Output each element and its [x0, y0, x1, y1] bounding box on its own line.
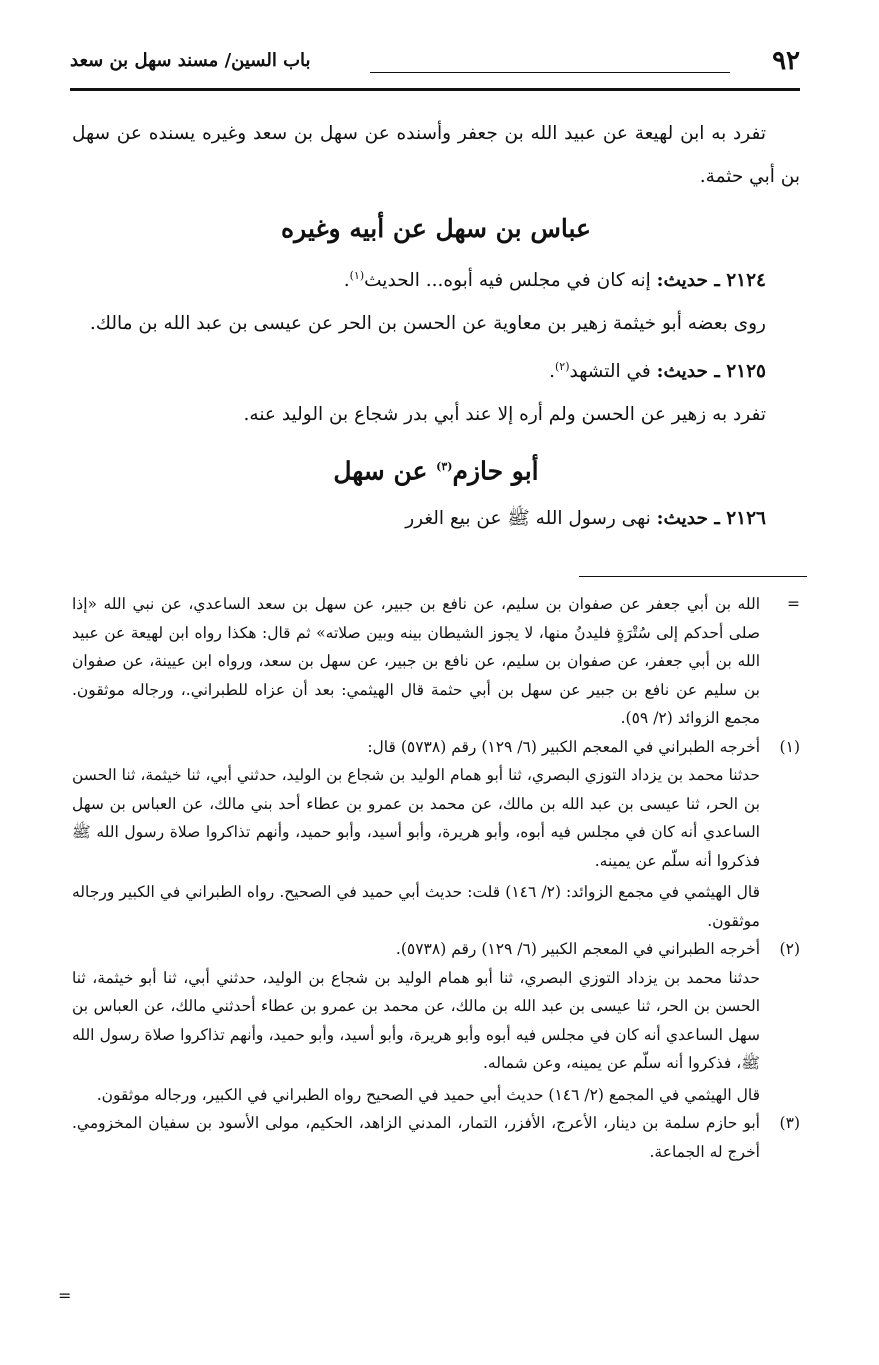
- footnote-mark: (١): [779, 737, 800, 756]
- footnote-2: [72, 935, 800, 1109]
- hadith-text: في التشهد: [569, 361, 651, 383]
- paragraph-1: تفرد به ابن لهيعة عن عبيد الله بن جعفر وأسنده عن سهل بن سعد وغيره يسنده عن سهل بن أبي حثمة.: [72, 123, 800, 187]
- hadith-text: نهى رسول الله ﷺ عن بيع الغرر: [405, 507, 651, 529]
- hadith-2126: [72, 497, 800, 540]
- footnote-mark: (٢): [779, 940, 800, 958]
- continuation-end-mark: =: [58, 1286, 72, 1305]
- running-title: باب السين/ مسند سهل بن سعد: [70, 50, 311, 71]
- footnote-source: أخرجه الطبراني في المعجم الكبير (٦/ ١٢٩) رقم (٥٧٣٨) قال:: [367, 737, 760, 756]
- footnote-separator: [579, 576, 807, 577]
- continuation-mark: =: [787, 595, 800, 613]
- footnote-ref: (٢): [555, 360, 570, 374]
- footnote-3: [72, 1109, 800, 1166]
- footnote-isnad: حدثنا محمد بن يزداد التوزي البصري، ثنا أبو همام الوليد بن شجاع بن الوليد، حدثني أبي، ثنا خيثمة، ثنا الحسن بن الحر، ثنا عيسى بن عبد الله بن مالك، عن محمد بن عمرو بن عطاء أحد بني مالك، عن العباس بن سهل الساعدي أنه كان في مجلس فيه أبوه، وأبو هريرة، وأبو أسيد، وأبو حميد، وأنهم تذاكروا صلاة رسول الله ﷺ فذكروا أنه سلّم عن يمينه.: [72, 766, 760, 870]
- footnotes: [72, 590, 800, 1166]
- footnote-mark: (٣): [779, 1114, 800, 1132]
- continuation-text: الله بن أبي جعفر عن صفوان بن سليم، عن نافع بن جبير، عن سهل بن سعد الساعدي، عن نبي الله «إذا صلى أحدكم إلى سُتْرَةٍ فليدنُ منها، لا يجوز الشيطان بينه وبين صلاته» ثم قال: هكذا رواه ابن لهيعة عن عبيد الله بن أبي جعفر، عن صفوان بن سليم، عن نافع بن جبير، عن سهل بن سعد، ورواه ابن عيينة، عن صفوان بن سليم عن نافع بن جبير عن سهل بن أبي حثمة قال الهيثمي: بعد أن عزاه للطبراني.، ورجاله موثقون. مجمع الزوائد (٢/ ٥٩).: [72, 595, 760, 727]
- hadith-2125: ٢١٢٥ ـ حديث: في التشهد$^{(٢)}$.: [549, 360, 766, 383]
- footnote-1: [72, 733, 800, 936]
- page-header: [70, 44, 800, 78]
- section-heading-abbas: عباس بن سهل عن أبيه وغيره: [281, 214, 591, 243]
- page-number: ٩٢: [772, 46, 800, 76]
- hadith-text: إنه كان في مجلس فيه أبوه... الحديث: [364, 270, 651, 292]
- paragraph-3: تفرد به زهير عن الحسن ولم أره إلا عند أبي بدر شجاع بن الوليد عنه.: [243, 404, 766, 426]
- heading-part: عن سهل: [333, 456, 428, 486]
- header-dash-line: [370, 72, 730, 73]
- footnote-ref: (٣): [436, 460, 453, 474]
- paragraph-2: روى بعضه أبو خيثمة زهير بن معاوية عن الحسن بن الحر عن عيسى بن عبد الله بن مالك.: [89, 313, 766, 335]
- hadith-number: ٢١٢٥ ـ حديث:: [656, 361, 766, 383]
- main-text: [72, 112, 800, 540]
- header-rule: [70, 88, 800, 91]
- hadith-2124: ٢١٢٤ ـ حديث: إنه كان في مجلس فيه أبوه... الحديث$^{(١)}$.: [343, 269, 766, 292]
- hadith-number: ٢١٢٦ ـ حديث:: [656, 507, 766, 529]
- footnote-text: أبو حازم سلمة بن دينار، الأعرج، الأفزر، التمار، المدني الزاهد، الحكيم، مولى الأسود بن سفيان المخزومي. أخرج له الجماعة.: [72, 1114, 760, 1161]
- footnote-isnad: حدثنا محمد بن يزداد التوزي البصري، ثنا أبو همام الوليد بن شجاع بن الوليد، حدثني أبي، ثنا أبو خيثمة، ثنا الحسن بن الحر، ثنا عيسى بن عبد الله بن مالك، عن محمد بن عمرو بن عطاء أحدثني مالك، عن العباس بن سهل الساعدي أنه كان في مجلس فيه أبوه وأبو هريرة، وأبو أسيد، وأبو حميد، وأنهم تذاكروا صلاة رسول الله ﷺ، فذكروا أنه سلّم عن يمينه، وعن شماله.: [72, 968, 760, 1072]
- footnote-ref: (١): [349, 269, 365, 282]
- footnote-haythami: قال الهيثمي في مجمع الزوائد: (٢/ ١٤٦) قلت: حديث أبي حميد في الصحيح. رواه الطبراني في الكبير ورجاله موثقون.: [72, 883, 760, 930]
- heading-part: أبو حازم: [452, 456, 539, 486]
- footnote-source: أخرجه الطبراني في المعجم الكبير (٦/ ١٢٩) رقم (٥٧٣٨).: [395, 940, 760, 958]
- footnote-continuation: [72, 590, 800, 733]
- section-heading-abu-hazim: [72, 444, 800, 494]
- footnote-haythami: قال الهيثمي في المجمع (٢/ ١٤٦) حديث أبي حميد في الصحيح رواه الطبراني في الكبير، ورجاله موثقون.: [96, 1085, 760, 1104]
- hadith-number: ٢١٢٤ ـ حديث:: [656, 270, 766, 292]
